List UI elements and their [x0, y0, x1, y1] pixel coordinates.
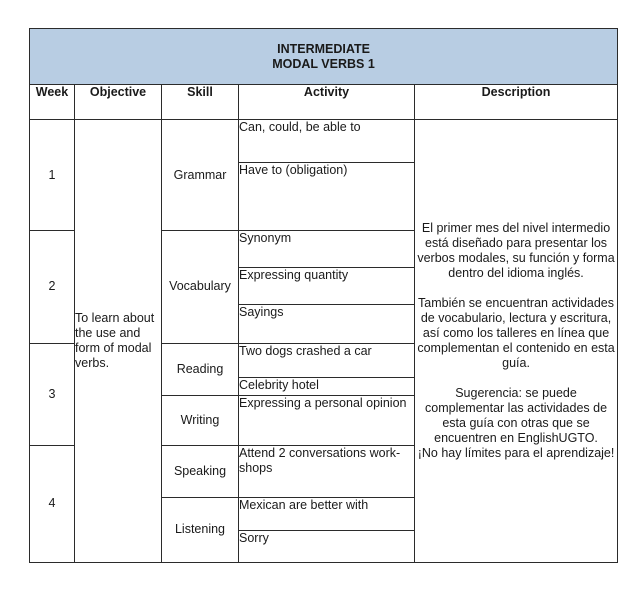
skill-writing: Writing [162, 395, 239, 445]
header-row [30, 85, 618, 120]
header-objective: Objective [75, 85, 162, 120]
activity-cell: Have to (obligation) [239, 163, 415, 231]
skill-speaking: Speaking [162, 445, 239, 497]
activity-cell: Sayings [239, 305, 415, 343]
activity-cell: Sorry [239, 530, 415, 562]
header-week: Week [30, 85, 75, 120]
description-paragraph-3: Sugerencia: se puede complementar las actividades de esta guía con otras que se encuentren en EnglishUGTO. [425, 386, 608, 446]
title-level: INTERMEDIATE [277, 41, 370, 56]
title-topic: MODAL VERBS 1 [272, 56, 375, 71]
description-cell [415, 120, 618, 563]
week-3: 3 [30, 343, 75, 445]
skill-vocabulary: Vocabulary [162, 231, 239, 343]
skill-listening: Listening [162, 497, 239, 562]
table-title [30, 29, 618, 85]
activity-cell: Celebrity hotel [239, 377, 415, 395]
description-paragraph-1: El primer mes del nivel intermedio está diseñado para presentar los verbos modales, su función y forma dentro del idioma inglés. [417, 221, 615, 281]
description-spacer [415, 371, 617, 386]
activity-cell: Mexican are better with [239, 497, 415, 530]
activity-cell: Two dogs crashed a car [239, 343, 415, 377]
header-activity: Activity [239, 85, 415, 120]
activity-cell: Expressing quantity [239, 268, 415, 305]
activity-cell: Synonym [239, 231, 415, 268]
skill-reading: Reading [162, 343, 239, 395]
activity-cell: Attend 2 conversations work-shops [239, 445, 415, 497]
header-description: Description [415, 85, 618, 120]
week-2: 2 [30, 231, 75, 343]
skill-grammar: Grammar [162, 120, 239, 231]
description-spacer [415, 281, 617, 296]
activity-table-sheet [29, 28, 617, 563]
table-row [30, 120, 618, 163]
activity-cell: Expressing a personal opinion [239, 395, 415, 445]
week-1: 1 [30, 120, 75, 231]
description-paragraph-2: También se encuentran actividades de vocabulario, lectura y escritura, así como los talleres en línea que complementan el contenido en esta guía. [417, 296, 615, 371]
objective-text: To learn about the use and form of modal verbs. [75, 120, 162, 563]
week-4: 4 [30, 445, 75, 562]
activity-cell: Can, could, be able to [239, 120, 415, 163]
weekly-plan-table [29, 28, 618, 563]
description-paragraph-4: ¡No hay límites para el aprendizaje! [417, 446, 615, 461]
title-row [30, 29, 618, 85]
header-skill: Skill [162, 85, 239, 120]
